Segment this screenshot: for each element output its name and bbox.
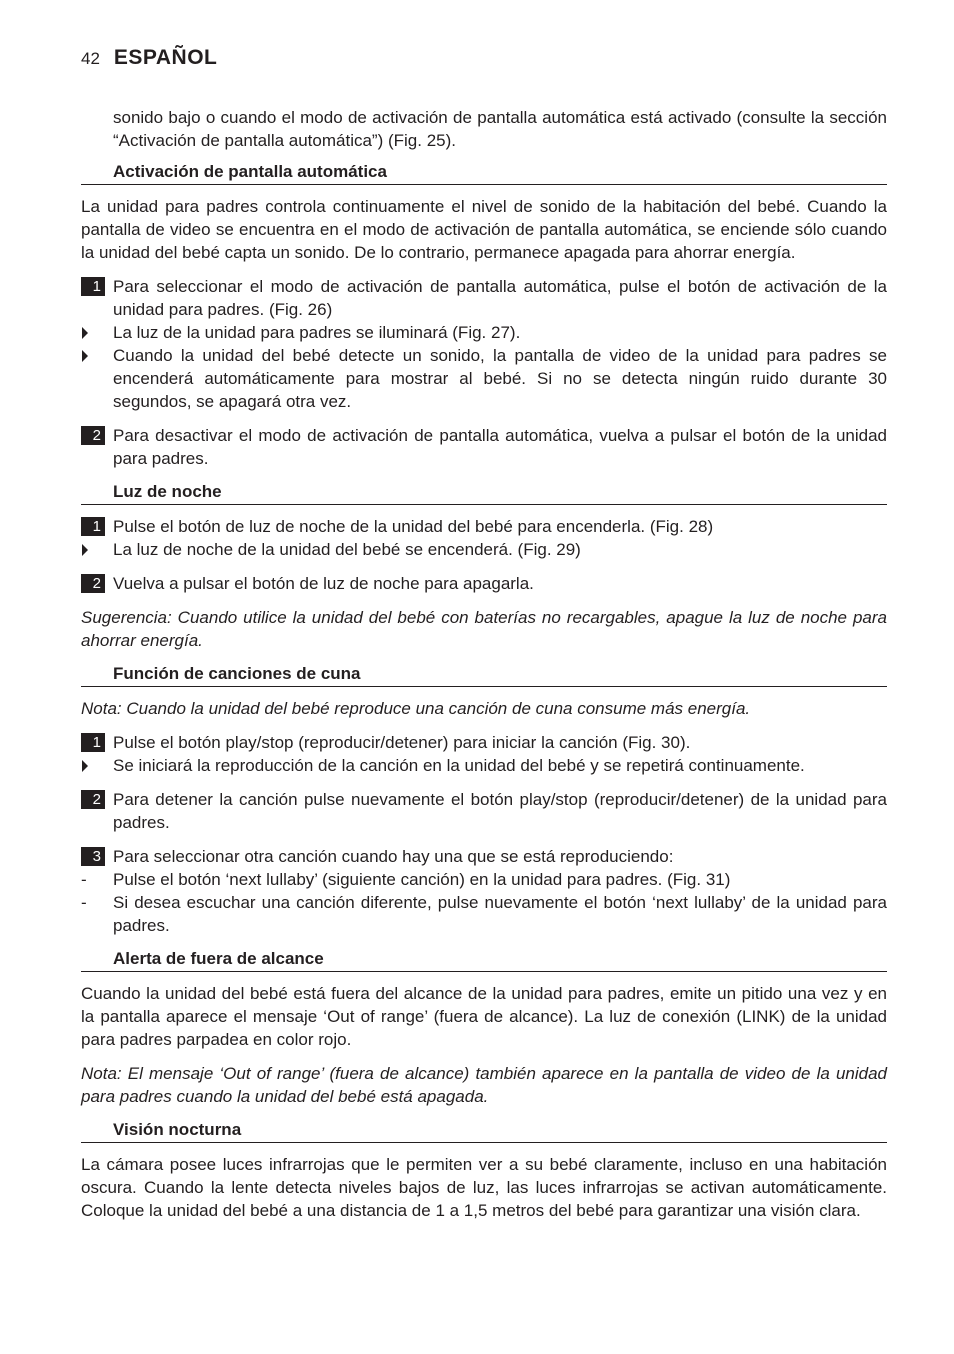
- step-text: Para seleccionar el modo de activación de pantalla automática, pulse el botón de activación de la unidad para padres. (Fig. 26): [113, 277, 887, 319]
- step-text: Vuelva a pulsar el botón de luz de noche para apagarla.: [113, 574, 534, 593]
- dash-marker: -: [81, 870, 87, 889]
- page-content: [81, 106, 887, 1233]
- language-heading: ESPAÑOL: [113, 46, 218, 69]
- paragraph: Cuando la unidad del bebé está fuera del alcance de la unidad para padres, emite un pitido una vez y en la pantalla aparece el mensaje ‘Out of range’ (fuera de alcance). La luz de conexión (LINK) de la unidad para padres parpadea en color rojo.: [81, 984, 887, 1049]
- bullet-text: Se iniciará la reproducción de la canción en la unidad del bebé y se repetirá continuamente.: [113, 756, 805, 775]
- page-number: 42: [81, 49, 100, 68]
- step-text: Para seleccionar otra canción cuando hay una que se está reproduciendo:: [113, 847, 674, 866]
- triangle-bullet-icon: [82, 544, 88, 556]
- bullet-item: [81, 538, 887, 561]
- dash-text: Pulse el botón ‘next lullaby’ (siguiente canción) en la unidad para padres. (Fig. 31): [113, 870, 731, 889]
- step-item: [81, 788, 887, 834]
- step-number-badge: 1: [81, 517, 105, 536]
- step-number-badge: 2: [81, 426, 105, 445]
- note-text: Nota: Cuando la unidad del bebé reproduce una canción de cuna consume más energía.: [81, 699, 751, 718]
- triangle-bullet-icon: [82, 760, 88, 772]
- bullet-item: [81, 754, 887, 777]
- step-number-badge: 2: [81, 574, 105, 593]
- page-header: [81, 46, 217, 70]
- step-text: Para detener la canción pulse nuevamente el botón play/stop (reproducir/detener) de la unidad para padres.: [113, 790, 887, 832]
- dash-marker: -: [81, 893, 87, 912]
- bullet-item: [81, 321, 887, 344]
- step-number-badge: 2: [81, 790, 105, 809]
- note-text: Nota: El mensaje ‘Out of range’ (fuera de alcance) también aparece en la pantalla de video de la unidad para padres cuando la unidad del bebé está apagada.: [81, 1064, 887, 1106]
- step-item: [81, 275, 887, 321]
- section-heading-auto-screen: Activación de pantalla automática: [81, 161, 887, 185]
- dash-item: [81, 868, 887, 891]
- bullet-text: La luz de la unidad para padres se iluminará (Fig. 27).: [113, 323, 521, 342]
- step-number-badge: 3: [81, 847, 105, 866]
- paragraph: La unidad para padres controla continuamente el nivel de sonido de la habitación del bebé. Cuando la pantalla de video se encuentra en el modo de activación de pantalla automática, se enciende sólo cuando la unidad del bebé capta un sonido. De lo contrario, permanece apagada para ahorrar energía.: [81, 197, 887, 262]
- step-item: [81, 845, 887, 868]
- step-item: [81, 572, 887, 595]
- step-number-badge: 1: [81, 733, 105, 752]
- intro-paragraph: sonido bajo o cuando el modo de activación de pantalla automática está activado (consulte la sección “Activación de pantalla automática”) (Fig. 25).: [113, 108, 887, 150]
- step-text: Para desactivar el modo de activación de pantalla automática, vuelva a pulsar el botón de la unidad para padres.: [113, 426, 887, 468]
- section-heading-night-vision: Visión nocturna: [81, 1119, 887, 1143]
- step-item: [81, 515, 887, 538]
- paragraph: La cámara posee luces infrarrojas que le permiten ver a su bebé claramente, incluso en una habitación oscura. Cuando la lente detecta niveles bajos de luz, las luces infrarrojas se activan automáticamente. Coloque la unidad del bebé a una distancia de 1 a 1,5 metros del bebé para garantizar una visión clara.: [81, 1155, 887, 1220]
- bullet-item: [81, 344, 887, 413]
- dash-item: [81, 891, 887, 937]
- step-text: Pulse el botón play/stop (reproducir/detener) para iniciar la canción (Fig. 30).: [113, 733, 691, 752]
- tip-text: Sugerencia: Cuando utilice la unidad del bebé con baterías no recargables, apague la luz de noche para ahorrar energía.: [81, 608, 887, 650]
- dash-text: Si desea escuchar una canción diferente, pulse nuevamente el botón ‘next lullaby’ de la unidad para padres.: [113, 893, 887, 935]
- section-heading-lullaby: Función de canciones de cuna: [81, 663, 887, 687]
- step-number-badge: 1: [81, 277, 105, 296]
- triangle-bullet-icon: [82, 327, 88, 339]
- triangle-bullet-icon: [82, 350, 88, 362]
- step-item: [81, 424, 887, 470]
- bullet-text: La luz de noche de la unidad del bebé se encenderá. (Fig. 29): [113, 540, 581, 559]
- step-text: Pulse el botón de luz de noche de la unidad del bebé para encenderla. (Fig. 28): [113, 517, 714, 536]
- step-item: [81, 731, 887, 754]
- section-heading-out-of-range: Alerta de fuera de alcance: [81, 948, 887, 972]
- section-heading-night-light: Luz de noche: [81, 481, 887, 505]
- bullet-text: Cuando la unidad del bebé detecte un sonido, la pantalla de video de la unidad para padres se encenderá automáticamente para mostrar al bebé. Si no se detecta ningún ruido durante 30 segundos, se apagará otra vez.: [113, 346, 887, 411]
